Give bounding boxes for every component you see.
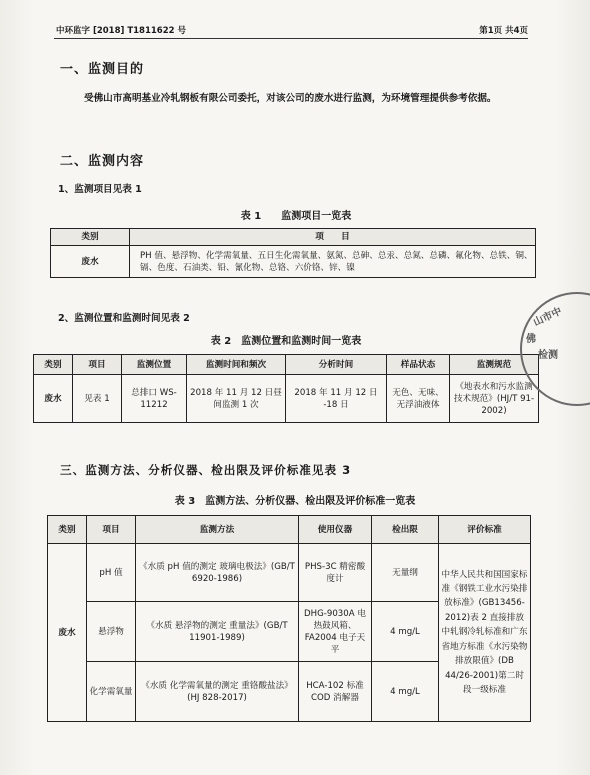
table-2-cell-time: 2018 年 11 月 12 日昼间监测 1 次 <box>187 375 286 423</box>
seal-text-3: 佛 <box>526 334 536 345</box>
section-1-heading: 一、监测目的 <box>60 62 145 77</box>
table-2-caption: 表 2 监测位置和监测时间一览表 <box>210 336 362 347</box>
table-3-cell-limit: 4 mg/L <box>372 662 439 722</box>
table-2-header-5: 样品状态 <box>387 355 450 375</box>
table-3-caption: 表 3 监测方法、分析仪器、检出限及评价标准一览表 <box>174 496 416 507</box>
table-2-cell-location: 总排口 WS-11212 <box>122 375 187 423</box>
table-2-header-1: 项目 <box>73 355 122 375</box>
seal-text-1: 山市中 <box>531 305 564 329</box>
table-3-cell-item: 化学需氧量 <box>87 662 136 722</box>
table-3-cell-instrument: PHS-3C 精密酸度计 <box>299 544 372 602</box>
table-3-header-4: 检出限 <box>372 516 439 544</box>
table-3-cell-standard: 中华人民共和国国家标准《钢铁工业水污染排放标准》(GB13456-2012)表 2 直接排放中轧钢冷轧标准和广东省地方标准《水污染物排放限值》(DB 44/26-2001)第二时段一级标准 <box>439 544 531 722</box>
table-2-cell-state: 无色、无味、无浮油液体 <box>387 375 450 423</box>
table-3-header-0: 类别 <box>48 516 87 544</box>
table-1 <box>50 228 536 278</box>
table-1-caption: 表 1 监测项目一览表 <box>240 211 352 222</box>
table-3-cell-limit: 无量纲 <box>372 544 439 602</box>
table-2-header-2: 监测位置 <box>122 355 187 375</box>
table-3-cell-item: 悬浮物 <box>87 602 136 662</box>
subsection-1-heading: 1、监测项目见表 1 <box>58 184 142 195</box>
table-row <box>48 544 531 602</box>
table-2-cell-item: 见表 1 <box>73 375 122 423</box>
subsection-2-heading: 2、监测位置和监测时间见表 2 <box>58 313 190 324</box>
table-3-header-1: 项目 <box>87 516 136 544</box>
table-3-cell-item: pH 值 <box>87 544 136 602</box>
section-2-heading: 二、监测内容 <box>60 154 145 169</box>
table-2-header-0: 类别 <box>34 355 73 375</box>
table-1-header-items: 项 目 <box>130 229 536 246</box>
section-1-text: 受佛山市高明基业冷轧钢板有限公司委托，对该公司的废水进行监测，为环境管理提供参考依据。 <box>84 93 497 104</box>
table-3-cell-instrument: DHG-9030A 电热鼓风箱、FA2004 电子天平 <box>299 602 372 662</box>
table-3-cell-limit: 4 mg/L <box>372 602 439 662</box>
section-3-heading: 三、监测方法、分析仪器、检出限及评价标准见表 3 <box>60 463 352 477</box>
seal-text-2: 检测 <box>538 350 558 361</box>
table-3-cell-type: 废水 <box>48 544 87 722</box>
table-3-header-5: 评价标准 <box>439 516 531 544</box>
table-3 <box>47 515 531 722</box>
table-3-header-2: 监测方法 <box>136 516 299 544</box>
table-3-cell-method: 《水质 悬浮物的测定 重量法》(GB/T 11901-1989) <box>136 602 299 662</box>
table-1-cell-items: PH 值、悬浮物、化学需氧量、五日生化需氧量、氨氮、总砷、总汞、总氮、总磷、氟化物、总铁、铜、镉、色度、石油类、铅、氰化物、总铬、六价铬、锌、镍 <box>130 246 536 278</box>
table-1-header-type: 类别 <box>51 229 130 246</box>
table-3-cell-method: 《水质 pH 值的测定 玻璃电极法》(GB/T 6920-1986) <box>136 544 299 602</box>
table-2-cell-type: 废水 <box>34 375 73 423</box>
table-3-header-3: 使用仪器 <box>299 516 372 544</box>
table-2-cell-analysis: 2018 年 11 月 12 日 -18 日 <box>286 375 387 423</box>
document-number: 中环监字 [2018] T1811622 号 <box>56 26 187 36</box>
page-number: 第1页 共4页 <box>479 26 528 36</box>
table-2-header-6: 监测规范 <box>450 355 539 375</box>
table-2-header-3: 监测时间和频次 <box>187 355 286 375</box>
page-header <box>54 22 528 39</box>
table-2 <box>33 354 539 423</box>
table-2-header-4: 分析时间 <box>286 355 387 375</box>
table-3-cell-instrument: HCA-102 标准 COD 消解器 <box>299 662 372 722</box>
table-2-cell-spec: 《地表水和污水监测技术规范》(HJ/T 91-2002) <box>450 375 539 423</box>
table-1-cell-type: 废水 <box>51 246 130 278</box>
table-3-cell-method: 《水质 化学需氧量的测定 重铬酸盐法》(HJ 828-2017) <box>136 662 299 722</box>
